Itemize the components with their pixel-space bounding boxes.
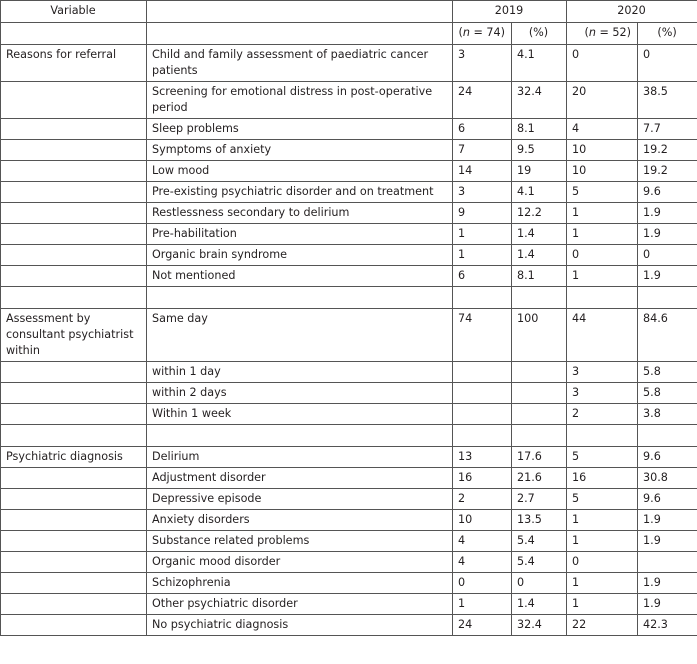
table-row xyxy=(1,309,697,362)
table-row xyxy=(1,615,697,636)
section-label-blank xyxy=(1,119,147,140)
cell-pct-2019 xyxy=(512,362,567,383)
cell-n-2020: 5 xyxy=(567,447,638,468)
section-label-blank xyxy=(1,203,147,224)
empty-cell xyxy=(453,425,512,447)
n-2019-count: = 74) xyxy=(469,26,505,39)
pct-2020-header: (%) xyxy=(638,23,697,45)
row-item: Schizophrenia xyxy=(147,573,453,594)
table-row xyxy=(1,552,697,573)
section-label-blank xyxy=(1,161,147,182)
cell-pct-2019: 8.1 xyxy=(512,266,567,287)
empty-cell xyxy=(147,425,453,447)
cell-pct-2020: 84.6 xyxy=(638,309,697,362)
table-row xyxy=(1,594,697,615)
cell-pct-2019: 32.4 xyxy=(512,615,567,636)
header-row-sub xyxy=(1,23,697,45)
n-2020-header: (n = 52) xyxy=(567,23,638,45)
section-label-blank xyxy=(1,383,147,404)
cell-pct-2019: 8.1 xyxy=(512,119,567,140)
cell-pct-2020: 1.9 xyxy=(638,573,697,594)
cell-pct-2019: 19 xyxy=(512,161,567,182)
cell-pct-2020: 5.8 xyxy=(638,383,697,404)
cell-pct-2020: 5.8 xyxy=(638,362,697,383)
variable-header: Variable xyxy=(1,1,147,23)
table-row xyxy=(1,489,697,510)
header-blank xyxy=(147,23,453,45)
cell-n-2019: 3 xyxy=(453,45,512,82)
n-2019-header: (n = 74) xyxy=(453,23,512,45)
cell-pct-2019: 32.4 xyxy=(512,82,567,119)
table-row xyxy=(1,362,697,383)
row-item: Low mood xyxy=(147,161,453,182)
cell-n-2019: 2 xyxy=(453,489,512,510)
header-row-years xyxy=(1,1,697,23)
cell-pct-2020: 38.5 xyxy=(638,82,697,119)
cell-pct-2019: 0 xyxy=(512,573,567,594)
empty-cell xyxy=(147,287,453,309)
cell-pct-2019: 5.4 xyxy=(512,531,567,552)
table-row xyxy=(1,182,697,203)
row-item: Anxiety disorders xyxy=(147,510,453,531)
row-item: Same day xyxy=(147,309,453,362)
cell-n-2019: 14 xyxy=(453,161,512,182)
cell-pct-2020 xyxy=(638,552,697,573)
cell-n-2020: 4 xyxy=(567,119,638,140)
n-symbol: n xyxy=(588,26,596,39)
cell-n-2020: 0 xyxy=(567,45,638,82)
cell-pct-2019: 1.4 xyxy=(512,224,567,245)
row-item: Screening for emotional distress in post-operative period xyxy=(147,82,453,119)
section-label-blank xyxy=(1,404,147,425)
cell-pct-2019: 1.4 xyxy=(512,594,567,615)
cell-n-2020: 5 xyxy=(567,489,638,510)
cell-pct-2020: 9.6 xyxy=(638,182,697,203)
cell-pct-2019: 17.6 xyxy=(512,447,567,468)
row-item: Adjustment disorder xyxy=(147,468,453,489)
cell-n-2019: 9 xyxy=(453,203,512,224)
table-row xyxy=(1,45,697,82)
pct-2019-header: (%) xyxy=(512,23,567,45)
section-label-blank xyxy=(1,82,147,119)
cell-pct-2020: 0 xyxy=(638,245,697,266)
spacer-row xyxy=(1,425,697,447)
table-row xyxy=(1,82,697,119)
cell-pct-2019: 4.1 xyxy=(512,182,567,203)
section-label: Psychiatric diagnosis xyxy=(1,447,147,468)
table-row xyxy=(1,140,697,161)
row-item: No psychiatric diagnosis xyxy=(147,615,453,636)
cell-n-2020: 44 xyxy=(567,309,638,362)
cell-pct-2019: 100 xyxy=(512,309,567,362)
table-row xyxy=(1,245,697,266)
section-label: Reasons for referral xyxy=(1,45,147,82)
cell-n-2020: 10 xyxy=(567,140,638,161)
cell-n-2020: 20 xyxy=(567,82,638,119)
empty-cell xyxy=(1,287,147,309)
cell-n-2019: 4 xyxy=(453,552,512,573)
cell-pct-2019: 2.7 xyxy=(512,489,567,510)
section-label-blank xyxy=(1,573,147,594)
row-item: Symptoms of anxiety xyxy=(147,140,453,161)
row-item: Organic mood disorder xyxy=(147,552,453,573)
cell-n-2019: 3 xyxy=(453,182,512,203)
cell-n-2020: 1 xyxy=(567,594,638,615)
cell-n-2019: 1 xyxy=(453,224,512,245)
table-row xyxy=(1,119,697,140)
year-2020-header: 2020 xyxy=(567,1,697,23)
cell-n-2019: 1 xyxy=(453,245,512,266)
cell-n-2020: 1 xyxy=(567,531,638,552)
cell-pct-2020: 1.9 xyxy=(638,510,697,531)
cell-pct-2020: 9.6 xyxy=(638,489,697,510)
cell-pct-2020: 30.8 xyxy=(638,468,697,489)
cell-n-2019: 74 xyxy=(453,309,512,362)
cell-n-2019: 24 xyxy=(453,615,512,636)
cell-n-2019: 6 xyxy=(453,119,512,140)
table-row xyxy=(1,447,697,468)
cell-pct-2019: 5.4 xyxy=(512,552,567,573)
cell-n-2020: 10 xyxy=(567,161,638,182)
cell-pct-2019 xyxy=(512,383,567,404)
empty-cell xyxy=(512,425,567,447)
cell-n-2020: 1 xyxy=(567,203,638,224)
row-item: within 1 day xyxy=(147,362,453,383)
cell-pct-2019: 21.6 xyxy=(512,468,567,489)
section-label-blank xyxy=(1,245,147,266)
section-label-blank xyxy=(1,531,147,552)
table-row xyxy=(1,573,697,594)
cell-n-2019 xyxy=(453,362,512,383)
cell-pct-2020: 1.9 xyxy=(638,531,697,552)
row-item: Substance related problems xyxy=(147,531,453,552)
table-row xyxy=(1,404,697,425)
cell-pct-2019: 4.1 xyxy=(512,45,567,82)
section-label-blank xyxy=(1,510,147,531)
cell-pct-2019: 9.5 xyxy=(512,140,567,161)
table-row xyxy=(1,203,697,224)
cell-n-2019: 6 xyxy=(453,266,512,287)
cell-n-2020: 0 xyxy=(567,552,638,573)
empty-cell xyxy=(638,287,697,309)
section-label-blank xyxy=(1,224,147,245)
cell-n-2019: 10 xyxy=(453,510,512,531)
empty-cell xyxy=(512,287,567,309)
cell-pct-2019: 1.4 xyxy=(512,245,567,266)
cell-pct-2020: 1.9 xyxy=(638,266,697,287)
empty-cell xyxy=(1,425,147,447)
table-row xyxy=(1,161,697,182)
cell-n-2020: 3 xyxy=(567,383,638,404)
cell-n-2020: 1 xyxy=(567,224,638,245)
table-row xyxy=(1,266,697,287)
cell-pct-2020: 7.7 xyxy=(638,119,697,140)
section-label-blank xyxy=(1,182,147,203)
table-row xyxy=(1,468,697,489)
cell-n-2019 xyxy=(453,383,512,404)
cell-n-2019: 4 xyxy=(453,531,512,552)
cell-pct-2020: 42.3 xyxy=(638,615,697,636)
cell-n-2019: 1 xyxy=(453,594,512,615)
cell-n-2019 xyxy=(453,404,512,425)
cell-pct-2019: 13.5 xyxy=(512,510,567,531)
cell-n-2020: 5 xyxy=(567,182,638,203)
row-item: Depressive episode xyxy=(147,489,453,510)
row-item: Other psychiatric disorder xyxy=(147,594,453,615)
empty-cell xyxy=(638,425,697,447)
cell-n-2019: 0 xyxy=(453,573,512,594)
cell-n-2020: 0 xyxy=(567,245,638,266)
section-label-blank xyxy=(1,552,147,573)
cell-n-2020: 1 xyxy=(567,573,638,594)
cell-n-2020: 3 xyxy=(567,362,638,383)
cell-pct-2019: 12.2 xyxy=(512,203,567,224)
cell-n-2019: 7 xyxy=(453,140,512,161)
table-row xyxy=(1,383,697,404)
year-2019-header: 2019 xyxy=(453,1,567,23)
cell-pct-2019 xyxy=(512,404,567,425)
empty-cell xyxy=(453,287,512,309)
row-item: Child and family assessment of paediatric cancer patients xyxy=(147,45,453,82)
cell-n-2020: 1 xyxy=(567,510,638,531)
table-row xyxy=(1,510,697,531)
n-2020-count: = 52) xyxy=(595,26,632,39)
cell-pct-2020: 19.2 xyxy=(638,140,697,161)
row-item: Pre-existing psychiatric disorder and on treatment xyxy=(147,182,453,203)
table-body xyxy=(1,1,697,636)
cell-n-2020: 1 xyxy=(567,266,638,287)
empty-cell xyxy=(567,287,638,309)
cell-n-2019: 16 xyxy=(453,468,512,489)
section-label-blank xyxy=(1,489,147,510)
section-label-blank xyxy=(1,615,147,636)
cell-n-2020: 16 xyxy=(567,468,638,489)
cell-pct-2020: 1.9 xyxy=(638,224,697,245)
row-item: Pre-habilitation xyxy=(147,224,453,245)
section-label-blank xyxy=(1,468,147,489)
row-item: Delirium xyxy=(147,447,453,468)
row-item: within 2 days xyxy=(147,383,453,404)
header-blank xyxy=(1,23,147,45)
header-blank xyxy=(147,1,453,23)
section-label-blank xyxy=(1,266,147,287)
spacer-row xyxy=(1,287,697,309)
table-row xyxy=(1,224,697,245)
n-symbol: n xyxy=(462,26,470,39)
row-item: Sleep problems xyxy=(147,119,453,140)
cell-n-2019: 24 xyxy=(453,82,512,119)
row-item: Organic brain syndrome xyxy=(147,245,453,266)
cell-n-2019: 13 xyxy=(453,447,512,468)
cell-pct-2020: 0 xyxy=(638,45,697,82)
cell-n-2020: 22 xyxy=(567,615,638,636)
empty-cell xyxy=(567,425,638,447)
row-item: Restlessness secondary to delirium xyxy=(147,203,453,224)
row-item: Within 1 week xyxy=(147,404,453,425)
cell-pct-2020: 1.9 xyxy=(638,203,697,224)
section-label-blank xyxy=(1,594,147,615)
table-row xyxy=(1,531,697,552)
section-label-blank xyxy=(1,140,147,161)
section-label-blank xyxy=(1,362,147,383)
section-label: Assessment by consultant psychiatrist within xyxy=(1,309,147,362)
cell-pct-2020: 9.6 xyxy=(638,447,697,468)
cell-pct-2020: 3.8 xyxy=(638,404,697,425)
cell-n-2020: 2 xyxy=(567,404,638,425)
row-item: Not mentioned xyxy=(147,266,453,287)
cell-pct-2020: 1.9 xyxy=(638,594,697,615)
cell-pct-2020: 19.2 xyxy=(638,161,697,182)
